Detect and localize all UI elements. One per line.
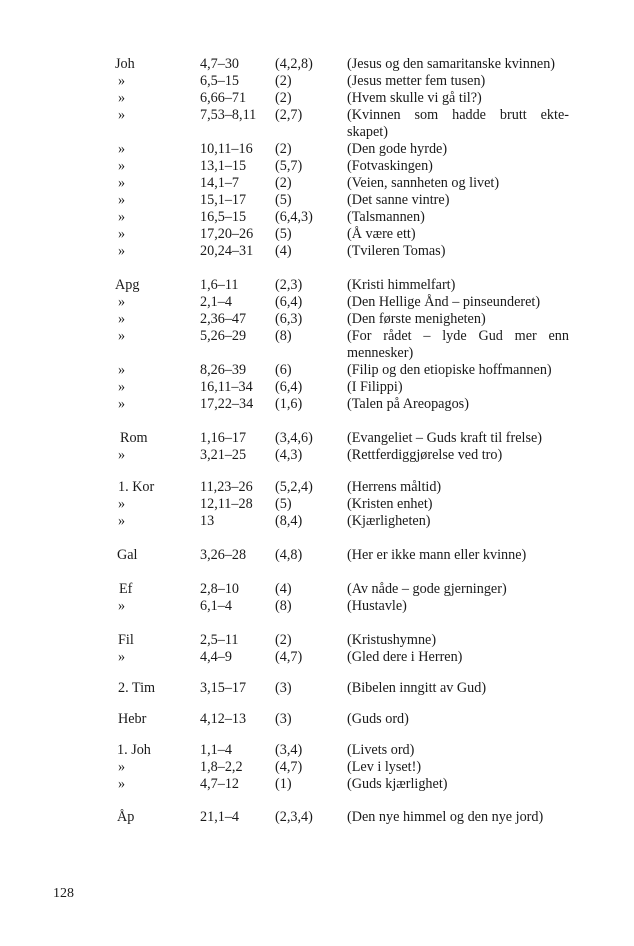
passage-title: (Kristi himmelfart) [347, 277, 456, 293]
verse-reference: 11,23–26 [200, 479, 253, 495]
verse-reference: 13,1–15 [200, 158, 247, 174]
verse-reference: 4,4–9 [200, 649, 232, 665]
passage-title: (Tvileren Tomas) [347, 243, 446, 259]
book-name: » [118, 158, 126, 174]
index-entry [0, 90, 634, 107]
passage-title: (Hustavle) [347, 598, 407, 614]
passage-title: (Guds kjærlighet) [347, 776, 448, 792]
book-name: » [118, 209, 126, 225]
passage-title: (Evangeliet – Guds kraft til frelse) [347, 430, 543, 446]
index-entry [0, 107, 634, 140]
book-name: » [118, 776, 126, 792]
passage-title: (Den gode hyrde) [347, 141, 448, 157]
verse-reference: 2,5–11 [200, 632, 239, 648]
index-entry [0, 581, 634, 598]
book-name: » [118, 396, 126, 412]
index-entry [0, 192, 634, 209]
book-name: Fil [118, 632, 134, 648]
theme-numbers: (5) [275, 496, 292, 512]
verse-reference: 4,12–13 [200, 711, 247, 727]
index-entry [0, 809, 634, 826]
index-entry [0, 294, 634, 311]
book-name: » [118, 759, 126, 775]
verse-reference: 2,1–4 [200, 294, 232, 310]
theme-numbers: (5) [275, 192, 292, 208]
verse-reference: 15,1–17 [200, 192, 247, 208]
passage-title: (Veien, sannheten og livet) [347, 175, 500, 191]
book-name: » [118, 141, 126, 157]
book-name: 1. Kor [118, 479, 155, 495]
theme-numbers: (2) [275, 175, 292, 191]
book-name: Apg [115, 277, 140, 293]
index-entry [0, 759, 634, 776]
theme-numbers: (8) [275, 598, 292, 614]
passage-title: (Herrens måltid) [347, 479, 442, 495]
book-name: Ef [119, 581, 133, 597]
book-name: Rom [120, 430, 148, 446]
passage-title: (Filip og den etiopiske hoffmannen) [347, 362, 552, 378]
index-entry [0, 479, 634, 496]
theme-numbers: (4,3) [275, 447, 303, 463]
passage-title: (Å være ett) [347, 226, 416, 242]
theme-numbers: (6,3) [275, 311, 303, 327]
theme-numbers: (4,7) [275, 759, 303, 775]
book-name: » [118, 649, 126, 665]
index-entry [0, 513, 634, 530]
passage-title: (Her er ikke mann eller kvinne) [347, 547, 527, 563]
verse-reference: 4,7–30 [200, 56, 240, 72]
verse-reference: 12,11–28 [200, 496, 253, 512]
index-entry [0, 776, 634, 793]
passage-title: (Rettferdiggjørelse ved tro) [347, 447, 503, 463]
theme-numbers: (2) [275, 73, 292, 89]
verse-reference: 6,5–15 [200, 73, 240, 89]
theme-numbers: (8) [275, 328, 292, 344]
verse-reference: 16,5–15 [200, 209, 247, 225]
theme-numbers: (2,7) [275, 107, 303, 123]
theme-numbers: (1,6) [275, 396, 303, 412]
index-entry [0, 632, 634, 649]
book-name: » [118, 513, 126, 529]
passage-title: (Hvem skulle vi gå til?) [347, 90, 482, 106]
passage-title: (Jesus og den samaritanske kvinnen) [347, 56, 556, 72]
passage-title-continuation: mennesker) [347, 345, 414, 361]
index-entry [0, 209, 634, 226]
book-name: » [118, 328, 126, 344]
book-name: Gal [117, 547, 138, 563]
verse-reference: 4,7–12 [200, 776, 240, 792]
theme-numbers: (6,4,3) [275, 209, 313, 225]
passage-title: (For rådet – lyde Gud mer enn [347, 328, 569, 344]
passage-title-continuation: skapet) [347, 124, 388, 140]
passage-title: (Jesus metter fem tusen) [347, 73, 486, 89]
index-entry [0, 430, 634, 447]
theme-numbers: (3,4) [275, 742, 303, 758]
theme-numbers: (4,2,8) [275, 56, 313, 72]
passage-title: (Gled dere i Herren) [347, 649, 463, 665]
book-name: » [118, 598, 126, 614]
verse-reference: 1,1–4 [200, 742, 232, 758]
theme-numbers: (2,3,4) [275, 809, 313, 825]
passage-title: (Talen på Areopagos) [347, 396, 469, 412]
index-entry [0, 226, 634, 243]
verse-reference: 20,24–31 [200, 243, 254, 259]
passage-title: (Guds ord) [347, 711, 409, 727]
verse-reference: 14,1–7 [200, 175, 240, 191]
passage-title: (Den første menigheten) [347, 311, 486, 327]
verse-reference: 1,16–17 [200, 430, 247, 446]
theme-numbers: (5,7) [275, 158, 303, 174]
verse-reference: 2,8–10 [200, 581, 240, 597]
index-entry [0, 598, 634, 615]
passage-title: (Det sanne vintre) [347, 192, 450, 208]
page-number: 128 [53, 886, 74, 901]
theme-numbers: (6,4) [275, 379, 303, 395]
book-name: » [118, 496, 126, 512]
book-name: » [118, 447, 126, 463]
book-name: » [118, 362, 126, 378]
passage-title: (Talsmannen) [347, 209, 425, 225]
book-name: » [118, 226, 126, 242]
theme-numbers: (4) [275, 243, 292, 259]
verse-reference: 6,1–4 [200, 598, 232, 614]
theme-numbers: (8,4) [275, 513, 303, 529]
book-name: 1. Joh [117, 742, 151, 758]
index-entry [0, 328, 634, 361]
book-name: » [118, 192, 126, 208]
book-name: » [118, 379, 126, 395]
index-entry [0, 547, 634, 564]
book-name: » [118, 90, 126, 106]
verse-reference: 16,11–34 [200, 379, 253, 395]
verse-reference: 1,6–11 [200, 277, 239, 293]
index-entry [0, 742, 634, 759]
passage-title: (Kjærligheten) [347, 513, 431, 529]
theme-numbers: (4,8) [275, 547, 303, 563]
index-entry [0, 243, 634, 260]
passage-title: (Bibelen inngitt av Gud) [347, 680, 487, 696]
index-entry [0, 649, 634, 666]
index-entry [0, 311, 634, 328]
passage-title: (Den Hellige Ånd – pinseunderet) [347, 294, 541, 310]
book-name: Hebr [118, 711, 147, 727]
verse-reference: 3,21–25 [200, 447, 247, 463]
book-name: Joh [115, 56, 135, 72]
theme-numbers: (3) [275, 680, 292, 696]
book-name: » [118, 107, 126, 123]
index-entry [0, 396, 634, 413]
verse-reference: 21,1–4 [200, 809, 240, 825]
book-name: Åp [117, 809, 135, 825]
passage-title: (Kristen enhet) [347, 496, 433, 512]
theme-numbers: (1) [275, 776, 292, 792]
theme-numbers: (6,4) [275, 294, 303, 310]
theme-numbers: (3,4,6) [275, 430, 313, 446]
verse-reference: 5,26–29 [200, 328, 247, 344]
book-name: » [118, 311, 126, 327]
index-entry [0, 73, 634, 90]
book-name: » [118, 294, 126, 310]
book-name: » [118, 243, 126, 259]
index-entry [0, 175, 634, 192]
index-entry [0, 680, 634, 697]
verse-reference: 1,8–2,2 [200, 759, 243, 775]
theme-numbers: (4) [275, 581, 292, 597]
theme-numbers: (2) [275, 90, 292, 106]
passage-title: (Kvinnen som hadde brutt ekte- [347, 107, 569, 123]
passage-title: (Livets ord) [347, 742, 415, 758]
book-name: » [118, 73, 126, 89]
passage-title: (I Filippi) [347, 379, 403, 395]
verse-reference: 6,66–71 [200, 90, 247, 106]
verse-reference: 13 [200, 513, 215, 529]
verse-reference: 2,36–47 [200, 311, 247, 327]
theme-numbers: (5) [275, 226, 292, 242]
index-entry [0, 379, 634, 396]
index-entry [0, 158, 634, 175]
verse-reference: 10,11–16 [200, 141, 253, 157]
passage-title: (Lev i lyset!) [347, 759, 422, 775]
index-entry [0, 711, 634, 728]
verse-reference: 7,53–8,11 [200, 107, 257, 123]
verse-reference: 17,22–34 [200, 396, 254, 412]
index-entry [0, 447, 634, 464]
book-name: » [118, 175, 126, 191]
passage-title: (Den nye himmel og den nye jord) [347, 809, 544, 825]
book-name: 2. Tim [118, 680, 156, 696]
index-entry [0, 496, 634, 513]
theme-numbers: (3) [275, 711, 292, 727]
verse-reference: 3,26–28 [200, 547, 247, 563]
theme-numbers: (4,7) [275, 649, 303, 665]
theme-numbers: (2) [275, 141, 292, 157]
index-entry [0, 141, 634, 158]
theme-numbers: (2,3) [275, 277, 303, 293]
index-entry [0, 277, 634, 294]
passage-title: (Fotvaskingen) [347, 158, 433, 174]
verse-reference: 3,15–17 [200, 680, 247, 696]
theme-numbers: (5,2,4) [275, 479, 313, 495]
verse-reference: 8,26–39 [200, 362, 247, 378]
theme-numbers: (6) [275, 362, 292, 378]
passage-title: (Av nåde – gode gjerninger) [347, 581, 507, 597]
theme-numbers: (2) [275, 632, 292, 648]
index-entry [0, 362, 634, 379]
index-entry [0, 56, 634, 73]
verse-reference: 17,20–26 [200, 226, 254, 242]
passage-title: (Kristushymne) [347, 632, 437, 648]
